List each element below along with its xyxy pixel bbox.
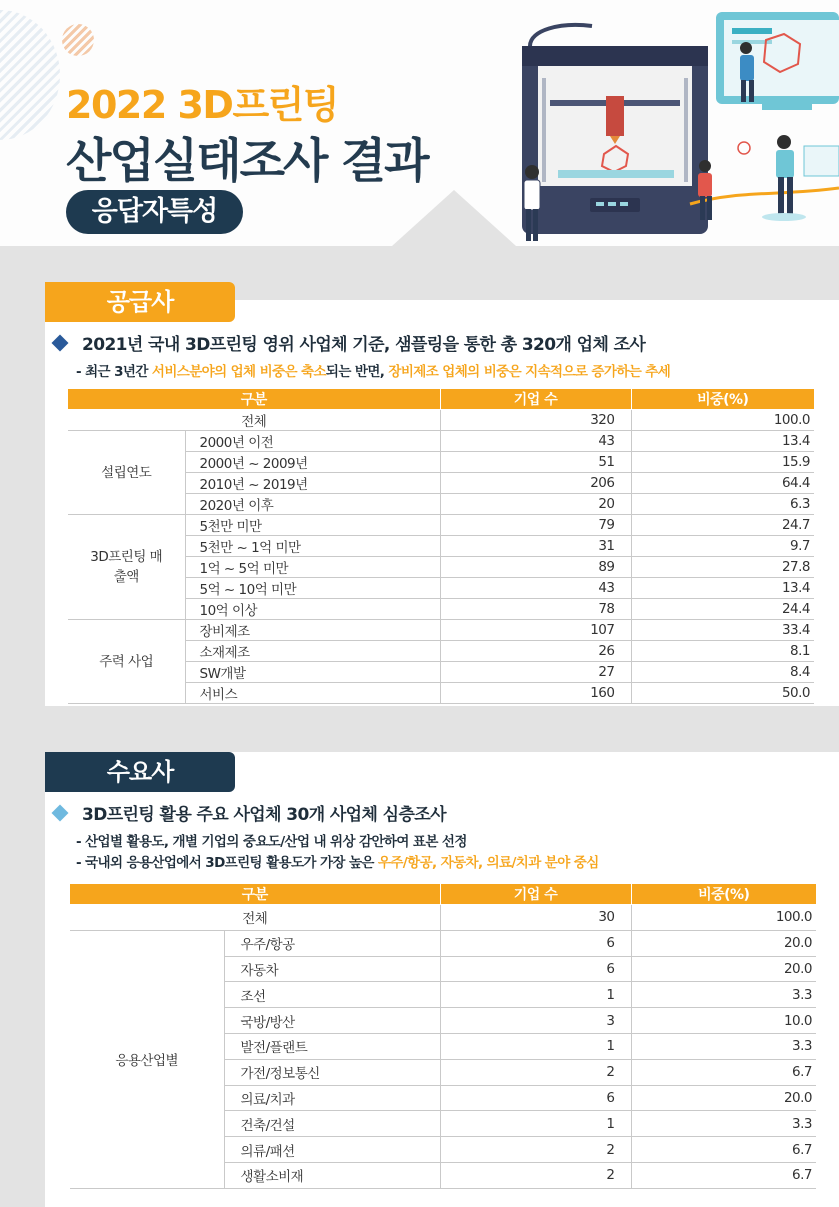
- row-count: 6: [440, 1085, 631, 1111]
- row-count: 27: [440, 662, 631, 683]
- diamond-bullet-icon: [52, 805, 69, 822]
- demand-note-2-highlight: 우주/항공, 자동차, 의료/치과 분야 중심: [377, 855, 599, 871]
- row-count: 2: [440, 1137, 631, 1163]
- row-pct: 13.4: [631, 431, 814, 452]
- row-label: 2000년 이전: [185, 431, 440, 452]
- row-count: 6: [440, 930, 631, 956]
- row-count: 51: [440, 452, 631, 473]
- row-pct: 8.4: [631, 662, 814, 683]
- row-pct: 6.3: [631, 494, 814, 515]
- row-count: 26: [440, 641, 631, 662]
- group-label: 3D프린팅 매출액: [68, 515, 185, 620]
- demand-heading: [54, 800, 446, 825]
- row-label: 5천만 미만: [185, 515, 440, 536]
- row-label: 2020년 이후: [185, 494, 440, 515]
- row-pct: 3.3: [631, 1033, 816, 1059]
- row-pct: 24.4: [631, 599, 814, 620]
- row-label: 의류/패션: [224, 1137, 440, 1163]
- table-row-total: [68, 410, 814, 431]
- row-count: 79: [440, 515, 631, 536]
- row-pct: 33.4: [631, 620, 814, 641]
- row-pct: 6.7: [631, 1162, 816, 1188]
- row-count: 43: [440, 431, 631, 452]
- diamond-bullet-icon: [52, 335, 69, 352]
- row-count: 1: [440, 982, 631, 1008]
- group-label: 응용산업별: [70, 930, 224, 1188]
- row-pct: 3.3: [631, 982, 816, 1008]
- row-label: 소재제조: [185, 641, 440, 662]
- demand-note-2-prefix: - 국내외 응용산업에서 3D프린팅 활용도가 가장 높은: [76, 855, 378, 871]
- row-count: 2: [440, 1059, 631, 1085]
- demand-note-2: [76, 851, 599, 871]
- row-label: 의료/치과: [224, 1085, 440, 1111]
- row-pct: 50.0: [631, 683, 814, 704]
- row-label: 우주/항공: [224, 930, 440, 956]
- demand-badge: 수요사: [45, 752, 235, 792]
- supplier-badge: 공급사: [45, 282, 235, 322]
- row-pct: 24.7: [631, 515, 814, 536]
- row-count: 78: [440, 599, 631, 620]
- header-pct: 비중(%): [631, 389, 814, 410]
- group-label: 주력 사업: [68, 620, 185, 704]
- supplier-note-highlight-2: 장비제조 업체의 비중은 지속적으로 증가하는 추세: [388, 364, 671, 380]
- row-count: 89: [440, 557, 631, 578]
- row-label: 발전/플랜트: [224, 1033, 440, 1059]
- section-pill: 응답자특성: [66, 190, 243, 234]
- row-count: 3: [440, 1008, 631, 1034]
- supplier-heading-text: 2021년 국내 3D프린팅 영위 사업체 기준, 샘플링을 통한 총 320개 업체 조사: [82, 335, 646, 355]
- table-row: [68, 515, 814, 536]
- row-pct: 10.0: [631, 1008, 816, 1034]
- row-label: 생활소비재: [224, 1162, 440, 1188]
- supplier-note-mid: 되는 반면,: [325, 364, 389, 380]
- total-count: 320: [440, 410, 631, 431]
- row-pct: 3.3: [631, 1111, 816, 1137]
- total-label: 전체: [68, 410, 440, 431]
- row-label: 2000년 ~ 2009년: [185, 452, 440, 473]
- row-count: 43: [440, 578, 631, 599]
- header-pct: 비중(%): [631, 884, 816, 905]
- row-pct: 20.0: [631, 1085, 816, 1111]
- row-pct: 20.0: [631, 930, 816, 956]
- row-count: 2: [440, 1162, 631, 1188]
- header-triangle: [392, 190, 516, 246]
- row-label: SW개발: [185, 662, 440, 683]
- total-pct: 100.0: [631, 905, 816, 931]
- row-pct: 64.4: [631, 473, 814, 494]
- row-pct: 6.7: [631, 1137, 816, 1163]
- demand-note-1: - 산업별 활용도, 개별 기업의 중요도/산업 내 위상 감안하여 표본 선정: [76, 834, 467, 850]
- page-header: [0, 0, 839, 246]
- printer-illustration: [500, 0, 839, 246]
- row-label: 가전/정보통신: [224, 1059, 440, 1085]
- header-category: 구분: [68, 389, 440, 410]
- decorative-circle: [0, 10, 60, 140]
- row-label: 자동차: [224, 956, 440, 982]
- row-count: 20: [440, 494, 631, 515]
- supplier-note: [76, 360, 670, 380]
- row-count: 1: [440, 1033, 631, 1059]
- row-label: 조선: [224, 982, 440, 1008]
- row-label: 서비스: [185, 683, 440, 704]
- header-count: 기업 수: [440, 884, 631, 905]
- table-row: [70, 930, 816, 956]
- header-category: 구분: [70, 884, 440, 905]
- table-row: [68, 431, 814, 452]
- group-label: 설립연도: [68, 431, 185, 515]
- row-label: 1억 ~ 5억 미만: [185, 557, 440, 578]
- row-pct: 20.0: [631, 956, 816, 982]
- row-count: 107: [440, 620, 631, 641]
- row-label: 장비제조: [185, 620, 440, 641]
- table-row: [68, 620, 814, 641]
- row-label: 5억 ~ 10억 미만: [185, 578, 440, 599]
- supplier-table: [68, 388, 814, 704]
- supplier-note-prefix: - 최근 3년간: [76, 364, 152, 380]
- row-count: 160: [440, 683, 631, 704]
- row-label: 10억 이상: [185, 599, 440, 620]
- row-count: 1: [440, 1111, 631, 1137]
- row-pct: 8.1: [631, 641, 814, 662]
- header-count: 기업 수: [440, 389, 631, 410]
- table-row-total: [70, 905, 816, 931]
- total-pct: 100.0: [631, 410, 814, 431]
- supplier-note-highlight-1: 서비스분야의 업체 비중은 축소: [151, 364, 326, 380]
- decorative-dot: [62, 24, 94, 56]
- row-pct: 13.4: [631, 578, 814, 599]
- row-label: 5천만 ~ 1억 미만: [185, 536, 440, 557]
- row-pct: 15.9: [631, 452, 814, 473]
- title-line-2: 산업실태조사 결과: [66, 134, 428, 189]
- row-label: 건축/건설: [224, 1111, 440, 1137]
- total-label: 전체: [70, 905, 440, 931]
- row-pct: 6.7: [631, 1059, 816, 1085]
- row-count: 206: [440, 473, 631, 494]
- row-count: 6: [440, 956, 631, 982]
- title-line-1: 2022 3D프린팅: [66, 83, 339, 127]
- row-pct: 27.8: [631, 557, 814, 578]
- row-label: 국방/방산: [224, 1008, 440, 1034]
- row-label: 2010년 ~ 2019년: [185, 473, 440, 494]
- row-count: 31: [440, 536, 631, 557]
- demand-heading-text: 3D프린팅 활용 주요 사업체 30개 사업체 심층조사: [82, 805, 446, 825]
- total-count: 30: [440, 905, 631, 931]
- supplier-heading: [54, 330, 645, 355]
- demand-table: [70, 883, 816, 1189]
- row-pct: 9.7: [631, 536, 814, 557]
